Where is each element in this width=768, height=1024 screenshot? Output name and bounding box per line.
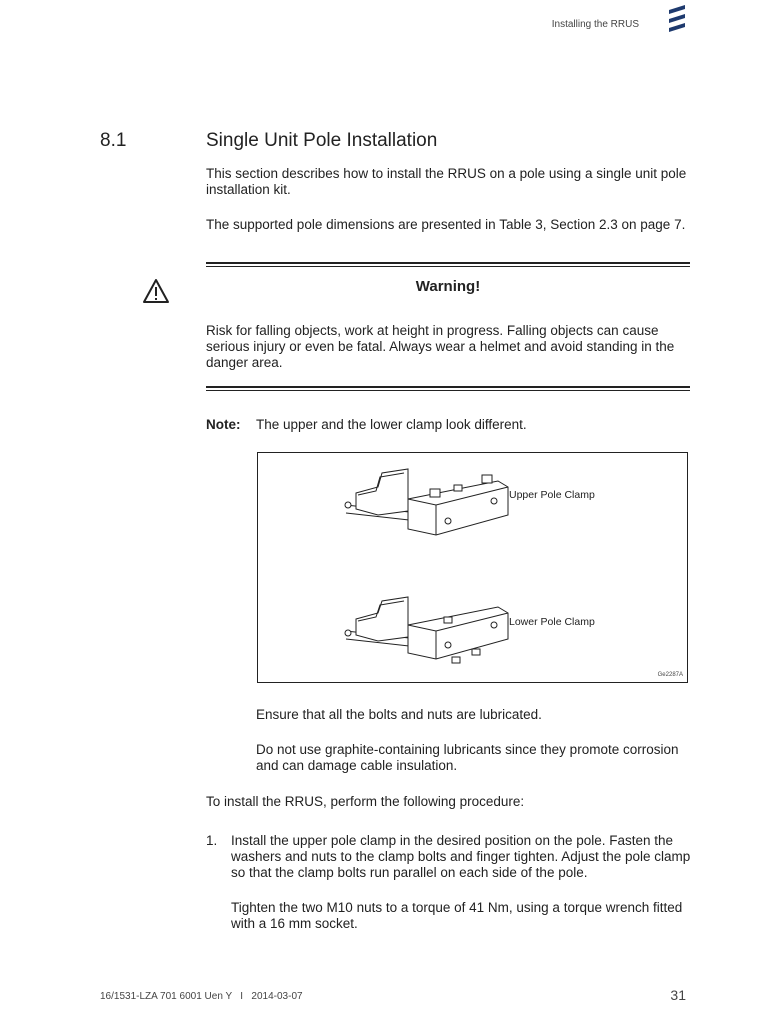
step-extra-text: Tighten the two M10 nuts to a torque of 41 Nm, using a torque wrench fitted with a 16 mm socket.	[231, 900, 683, 931]
procedure-intro: To install the RRUS, perform the following procedure:	[206, 794, 525, 809]
warning-top-rule	[206, 262, 690, 267]
intro-paragraph: This section describes how to install the RRUS on a pole using a single unit pole installation kit.	[206, 166, 687, 197]
figure-code: Ge2287A	[657, 672, 683, 678]
header-title: Installing the RRUS	[551, 19, 639, 30]
clamp-illustration	[258, 453, 687, 682]
step-text: Install the upper pole clamp in the desired position on the pole. Fasten the washers and nuts to the clamp bolts and finger tighten. Adjust the pole clamp so that the clamp bolts run parallel on each side of the pole.	[231, 833, 691, 880]
upper-clamp-label: Upper Pole Clamp	[509, 489, 595, 501]
warning-text: Risk for falling objects, work at height in progress. Falling objects can cause serious injury or even be fatal. Always wear a helmet and avoid standing in the danger area.	[206, 323, 675, 370]
page-number: 31	[670, 987, 686, 1003]
note-text: The upper and the lower clamp look different.	[256, 417, 527, 432]
clamp-figure	[257, 452, 688, 683]
lubrication-paragraph: Ensure that all the bolts and nuts are lubricated.	[256, 707, 542, 722]
intro-paragraph: The supported pole dimensions are presented in Table 3, Section 2.3 on page 7.	[206, 217, 686, 232]
lower-clamp-label: Lower Pole Clamp	[509, 616, 595, 628]
step-number: 1.	[206, 833, 218, 848]
warning-triangle-icon	[142, 278, 170, 304]
footer-doc-id: 16/1531-LZA 701 6001 Uen Y I 2014-03-07	[100, 991, 303, 1002]
section-title: Single Unit Pole Installation	[206, 130, 438, 151]
section-number: 8.1	[100, 130, 127, 151]
note-label: Note:	[206, 417, 241, 432]
graphite-warning-paragraph: Do not use graphite-containing lubricants since they promote corrosion and can damage cable insulation.	[256, 742, 679, 773]
upper-pole-clamp-drawing	[345, 469, 508, 535]
warning-heading: Warning!	[415, 278, 481, 295]
warning-bottom-rule	[206, 386, 690, 391]
ericsson-logo-icon	[664, 4, 690, 32]
lower-pole-clamp-drawing	[345, 597, 508, 663]
